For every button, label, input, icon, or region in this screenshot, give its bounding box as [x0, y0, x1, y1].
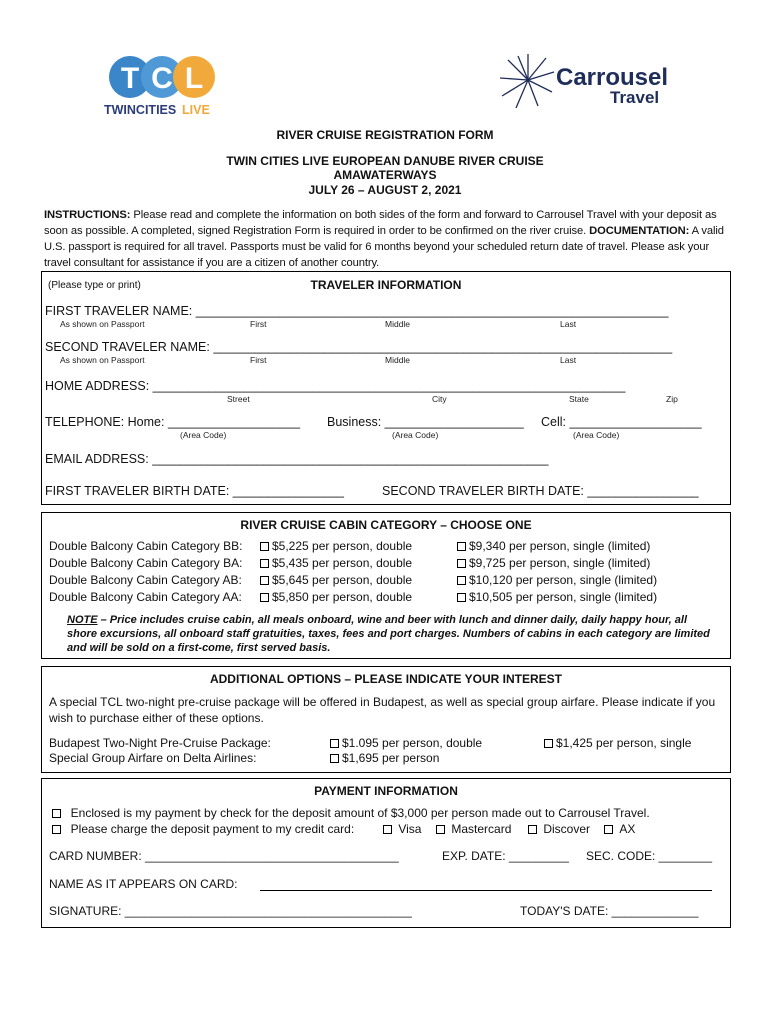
card-mastercard-label: Mastercard	[451, 822, 512, 836]
starburst-icon	[500, 54, 554, 108]
cabin-section	[41, 512, 731, 659]
budapest-double-option[interactable]	[330, 736, 482, 750]
cabin-heading: RIVER CRUISE CABIN CATEGORY – CHOOSE ONE	[240, 518, 532, 532]
cabin-category-label: Double Balcony Cabin Category BA:	[49, 556, 243, 570]
price-single: $9,340 per person, single (limited)	[469, 539, 651, 553]
tcl-letter-l: L	[184, 62, 204, 95]
todays-date-field[interactable]: TODAY'S DATE: _____________	[520, 904, 699, 918]
cabin-row-ba	[49, 556, 242, 570]
checkbox-icon[interactable]	[604, 825, 613, 834]
card-discover-option[interactable]	[528, 822, 590, 836]
cabin-row-ab	[49, 573, 242, 587]
cell-phone-field[interactable]: Cell: ___________________	[541, 415, 702, 429]
zip-caption: Zip	[666, 394, 678, 404]
airfare-option[interactable]	[330, 751, 439, 765]
checkbox-icon[interactable]	[330, 739, 339, 748]
note-label: NOTE	[67, 614, 98, 626]
documentation-text: A valid U.S. passport is required for all travel. Passports must be valid for 6 months beyond your scheduled return date of travel. Please ask your travel consultant for assistance if you are a citizen of another country.	[44, 225, 724, 269]
first-caption: First	[250, 355, 267, 365]
form-title: RIVER CRUISE REGISTRATION FORM	[276, 128, 494, 142]
price-double: $1.095 per person, double	[342, 736, 483, 750]
checkbox-icon[interactable]	[457, 576, 466, 585]
business-phone-field[interactable]: Business: ____________________	[327, 415, 524, 429]
price-single: $10,505 per person, single (limited)	[469, 590, 658, 604]
cabin-category-label: Double Balcony Cabin Category AB:	[49, 573, 242, 587]
instructions-label: INSTRUCTIONS:	[44, 209, 131, 221]
area-code-caption: (Area Code)	[392, 430, 439, 440]
cabin-ab-double-option[interactable]	[260, 573, 412, 587]
passport-note: As shown on Passport	[60, 355, 145, 365]
cabin-ab-single-option[interactable]	[457, 573, 657, 587]
first-birth-date-field[interactable]: FIRST TRAVELER BIRTH DATE: ________________	[45, 484, 344, 498]
area-code-caption: (Area Code)	[573, 430, 620, 440]
documentation-label: DOCUMENTATION:	[589, 225, 690, 237]
home-address-field[interactable]: HOME ADDRESS: ____________________________________________________________________	[45, 379, 626, 393]
cabin-note	[67, 613, 717, 655]
cabin-category-label: Double Balcony Cabin Category BB:	[49, 539, 243, 553]
card-text: Please charge the deposit payment to my credit card:	[70, 822, 355, 836]
card-visa-label: Visa	[398, 822, 422, 836]
carrousel-logo	[498, 52, 680, 114]
budapest-single-option[interactable]	[544, 736, 691, 750]
checkbox-icon[interactable]	[528, 825, 537, 834]
price-single: $1,425 per person, single	[556, 736, 692, 750]
checkbox-icon[interactable]	[260, 593, 269, 602]
instructions-text: Please read and complete the information on both sides of the form and forward to Carrousel Travel with your deposit as soon as possible. A completed, signed Registration Form is required in order to be confirmed on the river cruise.	[44, 209, 717, 237]
second-traveler-name-field[interactable]: SECOND TRAVELER NAME: __________________________________________________________________	[45, 340, 673, 354]
first-caption: First	[250, 319, 267, 329]
price-single: $10,120 per person, single (limited)	[469, 573, 658, 587]
middle-caption: Middle	[385, 355, 411, 365]
payment-heading: PAYMENT INFORMATION	[314, 784, 458, 798]
print-note: (Please type or print)	[48, 280, 141, 291]
pay-by-card-option[interactable]	[52, 822, 354, 836]
tcl-logo	[100, 52, 225, 122]
cabin-aa-double-option[interactable]	[260, 590, 412, 604]
tcl-letter-t: T	[120, 62, 140, 95]
checkbox-icon[interactable]	[457, 559, 466, 568]
airfare-label: Special Group Airfare on Delta Airlines:	[49, 751, 257, 765]
checkbox-icon[interactable]	[260, 542, 269, 551]
price-double: $5,645 per person, double	[272, 573, 413, 587]
trip-title: TWIN CITIES LIVE EUROPEAN DANUBE RIVER CRUISE	[226, 154, 544, 168]
checkbox-icon[interactable]	[436, 825, 445, 834]
cabin-bb-single-option[interactable]	[457, 539, 650, 553]
cabin-bb-double-option[interactable]	[260, 539, 412, 553]
area-code-caption: (Area Code)	[180, 430, 227, 440]
checkbox-icon[interactable]	[260, 576, 269, 585]
cabin-aa-single-option[interactable]	[457, 590, 657, 604]
cabin-ba-double-option[interactable]	[260, 556, 412, 570]
trip-dates: JULY 26 – AUGUST 2, 2021	[308, 183, 462, 197]
sec-code-field[interactable]: SEC. CODE: ________	[586, 849, 713, 863]
checkbox-icon[interactable]	[260, 559, 269, 568]
carrousel-sub: Travel	[610, 88, 660, 107]
middle-caption: Middle	[385, 319, 411, 329]
cabin-row-aa	[49, 590, 242, 604]
checkbox-icon[interactable]	[383, 825, 392, 834]
card-ax-label: AX	[619, 822, 636, 836]
checkbox-icon[interactable]	[330, 754, 339, 763]
tcl-tagline-accent: LIVE	[182, 103, 210, 117]
cabin-category-label: Double Balcony Cabin Category AA:	[49, 590, 242, 604]
checkbox-icon[interactable]	[457, 593, 466, 602]
name-on-card-label: NAME AS IT APPEARS ON CARD:	[49, 877, 238, 891]
pay-by-check-option[interactable]	[52, 806, 650, 820]
note-text: – Price includes cruise cabin, all meals onboard, wine and beer with lunch and dinner daily, daily happy hour, all shore excursions, all onboard staff gratuities, taxes, fees and port charges. Numbers of cabins in each category are limited and will be sold on a first-come, first served basis.	[67, 614, 710, 654]
checkbox-icon[interactable]	[52, 825, 61, 834]
checkbox-icon[interactable]	[457, 542, 466, 551]
price-single: $9,725 per person, single (limited)	[469, 556, 651, 570]
payment-section	[41, 778, 731, 928]
instructions	[44, 207, 726, 271]
last-caption: Last	[560, 319, 577, 329]
second-birth-date-field[interactable]: SECOND TRAVELER BIRTH DATE: ________________	[382, 484, 699, 498]
price-double: $5,225 per person, double	[272, 539, 413, 553]
tcl-tagline-dark: TWINCITIES	[104, 103, 177, 117]
price-double: $5,435 per person, double	[272, 556, 413, 570]
passport-note: As shown on Passport	[60, 319, 145, 329]
checkbox-icon[interactable]	[52, 809, 61, 818]
card-discover-label: Discover	[543, 822, 591, 836]
state-caption: State	[569, 394, 589, 404]
trip-cruise-line: AMAWATERWAYS	[333, 168, 437, 182]
card-mastercard-option[interactable]	[436, 822, 511, 836]
exp-date-field[interactable]: EXP. DATE: _________	[442, 849, 569, 863]
home-phone-field[interactable]: TELEPHONE: Home: ___________________	[45, 415, 301, 429]
email-field[interactable]: EMAIL ADDRESS: _________________________________________________________	[45, 452, 549, 466]
cabin-row-bb	[49, 539, 242, 553]
carrousel-name: Carrousel	[556, 64, 669, 91]
card-ax-option[interactable]	[604, 822, 635, 836]
checkbox-icon[interactable]	[544, 739, 553, 748]
tcl-letter-c: C	[151, 62, 173, 95]
city-caption: City	[432, 394, 447, 404]
signature-field[interactable]: SIGNATURE: ___________________________________________	[49, 904, 412, 918]
card-number-field[interactable]: CARD NUMBER: ______________________________________	[49, 849, 399, 863]
budapest-label: Budapest Two-Night Pre-Cruise Package:	[49, 736, 271, 750]
card-visa-option[interactable]	[383, 822, 421, 836]
airfare-price: $1,695 per person	[342, 751, 440, 765]
options-heading: ADDITIONAL OPTIONS – PLEASE INDICATE YOUR INTEREST	[209, 672, 563, 686]
traveler-heading: TRAVELER INFORMATION	[310, 278, 462, 292]
first-traveler-name-field[interactable]: FIRST TRAVELER NAME: ____________________________________________________________________	[45, 304, 669, 318]
name-on-card-field[interactable]	[260, 890, 712, 891]
street-caption: Street	[227, 394, 250, 404]
last-caption: Last	[560, 355, 577, 365]
options-section	[41, 666, 731, 773]
cabin-ba-single-option[interactable]	[457, 556, 650, 570]
price-double: $5,850 per person, double	[272, 590, 413, 604]
traveler-section	[41, 271, 731, 505]
check-text: Enclosed is my payment by check for the deposit amount of $3,000 per person made out to Carrousel Travel.	[70, 806, 650, 820]
options-intro: A special TCL two-night pre-cruise package will be offered in Budapest, as well as special group airfare. Please indicate if you wish to purchase either of these options.	[49, 695, 716, 725]
